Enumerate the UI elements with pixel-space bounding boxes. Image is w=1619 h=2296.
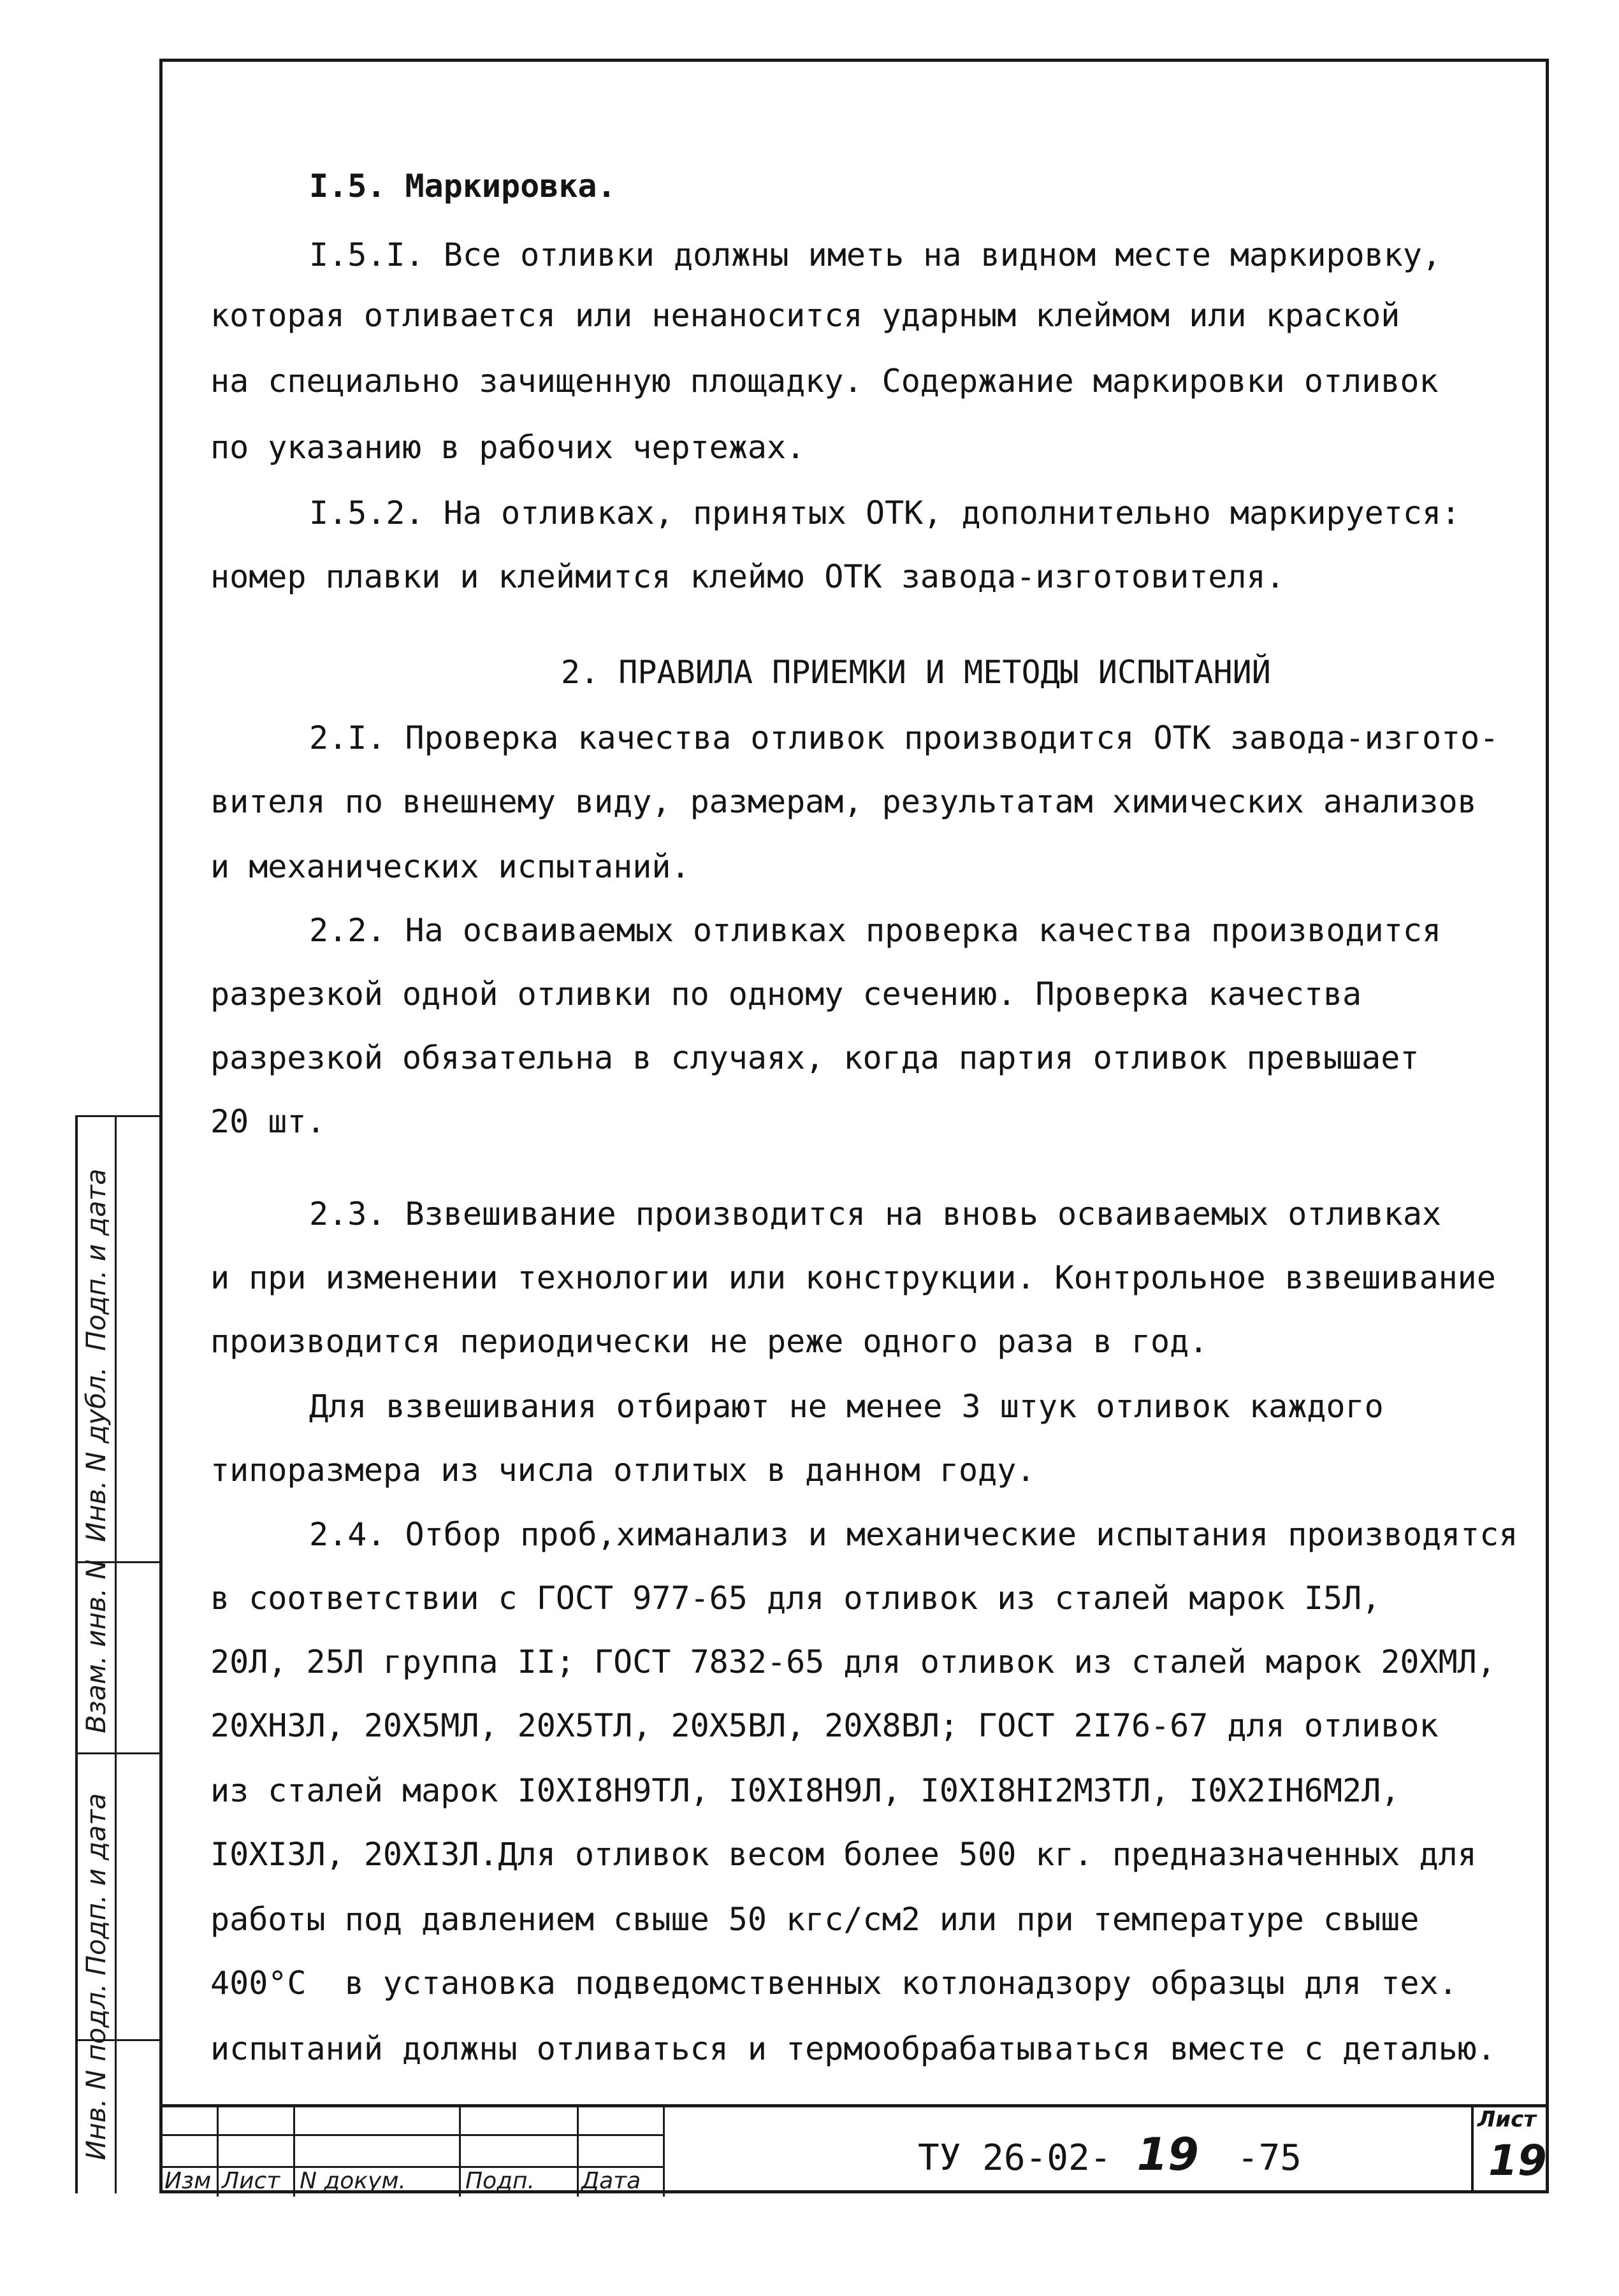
doc-number: 19 xyxy=(1136,2128,1199,2181)
text-line: 20ХН3Л, 20Х5МЛ, 20Х5ТЛ, 20Х5ВЛ, 20Х8ВЛ; ГОСТ 2I76-67 для отливок xyxy=(210,1707,1439,1744)
text-line: 2.4. Отбор проб,химанализ и механические испытания производятся xyxy=(309,1516,1518,1553)
text-line: и механических испытаний. xyxy=(210,848,690,885)
text-line: номер плавки и клеймится клеймо ОТК завода-изготовителя. xyxy=(210,558,1285,595)
side-label-inv-dubl: Инв. N дубл. xyxy=(80,1366,112,1542)
side-label-podp-data-2: Подп. и дата xyxy=(80,1168,112,1351)
document-code xyxy=(918,2128,1302,2181)
side-stamp-rule xyxy=(78,1115,162,1117)
text-line: производится периодически не реже одного раза в год. xyxy=(210,1323,1209,1360)
title-block-col xyxy=(459,2107,461,2197)
text-line: в соответствии с ГОСТ 977-65 для отливок из сталей марок I5Л, xyxy=(210,1580,1381,1617)
text-line: вителя по внешнему виду, размерам, результатам химических анализов xyxy=(210,783,1477,820)
text-line: и при изменении технологии или конструкции. Контрольное взвешивание xyxy=(210,1259,1496,1296)
col-list: Лист xyxy=(222,2168,280,2194)
text-line: I.5.2. На отливках, принятых ОТК, дополнительно маркируется: xyxy=(309,495,1461,531)
side-label-podp-data: Подп. и дата xyxy=(80,1793,112,1975)
text-line: I0XI3Л, 20XI3Л.Для отливок весом более 500 кг. предназначенных для xyxy=(210,1836,1477,1873)
side-stamp-divider xyxy=(115,1115,117,2193)
section-heading-2: 2. ПРАВИЛА ПРИЕМКИ И МЕТОДЫ ИСПЫТАНИЙ xyxy=(561,654,1271,691)
title-block-row xyxy=(159,2134,663,2136)
side-label-vzam-inv: Взам. инв. N xyxy=(80,1559,112,1733)
text-line: по указанию в рабочих чертежах. xyxy=(210,429,806,466)
col-n-dokum: N докум. xyxy=(300,2168,406,2194)
text-line: Для взвешивания отбирают не менее 3 штук отливок каждого xyxy=(309,1388,1384,1425)
col-podp: Подп. xyxy=(465,2168,535,2194)
text-line: работы под давлением свыше 50 кгс/см2 или при температуре свыше xyxy=(210,1901,1419,1938)
text-line: I.5.I. Все отливки должны иметь на видном месте маркировку, xyxy=(309,236,1442,273)
text-line: разрезкой одной отливки по одному сечению. Проверка качества xyxy=(210,976,1362,1013)
text-line: 2.3. Взвешивание производится на вновь осваиваемых отливках xyxy=(309,1195,1442,1232)
side-stamp-rule xyxy=(78,1752,162,1754)
sheet-label: Лист xyxy=(1477,2107,1536,2132)
text-line: 2.I. Проверка качества отливок производится ОТК завода-изгото- xyxy=(309,719,1499,756)
title-block-col xyxy=(293,2107,295,2197)
doc-suffix: -75 xyxy=(1237,2137,1302,2179)
title-block-col xyxy=(217,2107,219,2197)
text-line: из сталей марок I0XI8Н9ТЛ, I0XI8Н9Л, I0XI8НI2М3ТЛ, I0Х2IН6М2Л, xyxy=(210,1772,1400,1809)
text-line: 20Л, 25Л группа II; ГОСТ 7832-65 для отливок из сталей марок 20ХМЛ, xyxy=(210,1643,1496,1680)
side-label-inv-podl: Инв. N подл. xyxy=(80,1983,112,2160)
text-line: которая отливается или ненаносится ударным клеймом или краской xyxy=(210,297,1400,334)
text-line: 20 шт. xyxy=(210,1103,326,1140)
text-line: разрезкой обязательна в случаях, когда партия отливок превышает xyxy=(210,1039,1419,1076)
col-data: Дата xyxy=(581,2168,641,2194)
title-block-col xyxy=(577,2107,579,2197)
title-block-col xyxy=(663,2107,665,2197)
section-heading-1-5: I.5. Маркировка. xyxy=(309,168,616,205)
doc-prefix: ТУ 26-02- xyxy=(918,2137,1112,2179)
text-line: испытаний должны отливаться и термообрабатываться вместе с деталью. xyxy=(210,2030,1496,2067)
text-line: 2.2. На осваиваемых отливках проверка качества производится xyxy=(309,912,1442,949)
text-line: типоразмера из числа отлитых в данном году. xyxy=(210,1452,1036,1489)
col-izm: Изм xyxy=(164,2168,212,2194)
text-line: на специально зачищенную площадку. Содержание маркировки отливок xyxy=(210,363,1439,400)
sheet-number: 19 xyxy=(1488,2136,1547,2185)
text-line: 400°С в установка подведомственных котлонадзору образцы для тех. xyxy=(210,1965,1458,2002)
